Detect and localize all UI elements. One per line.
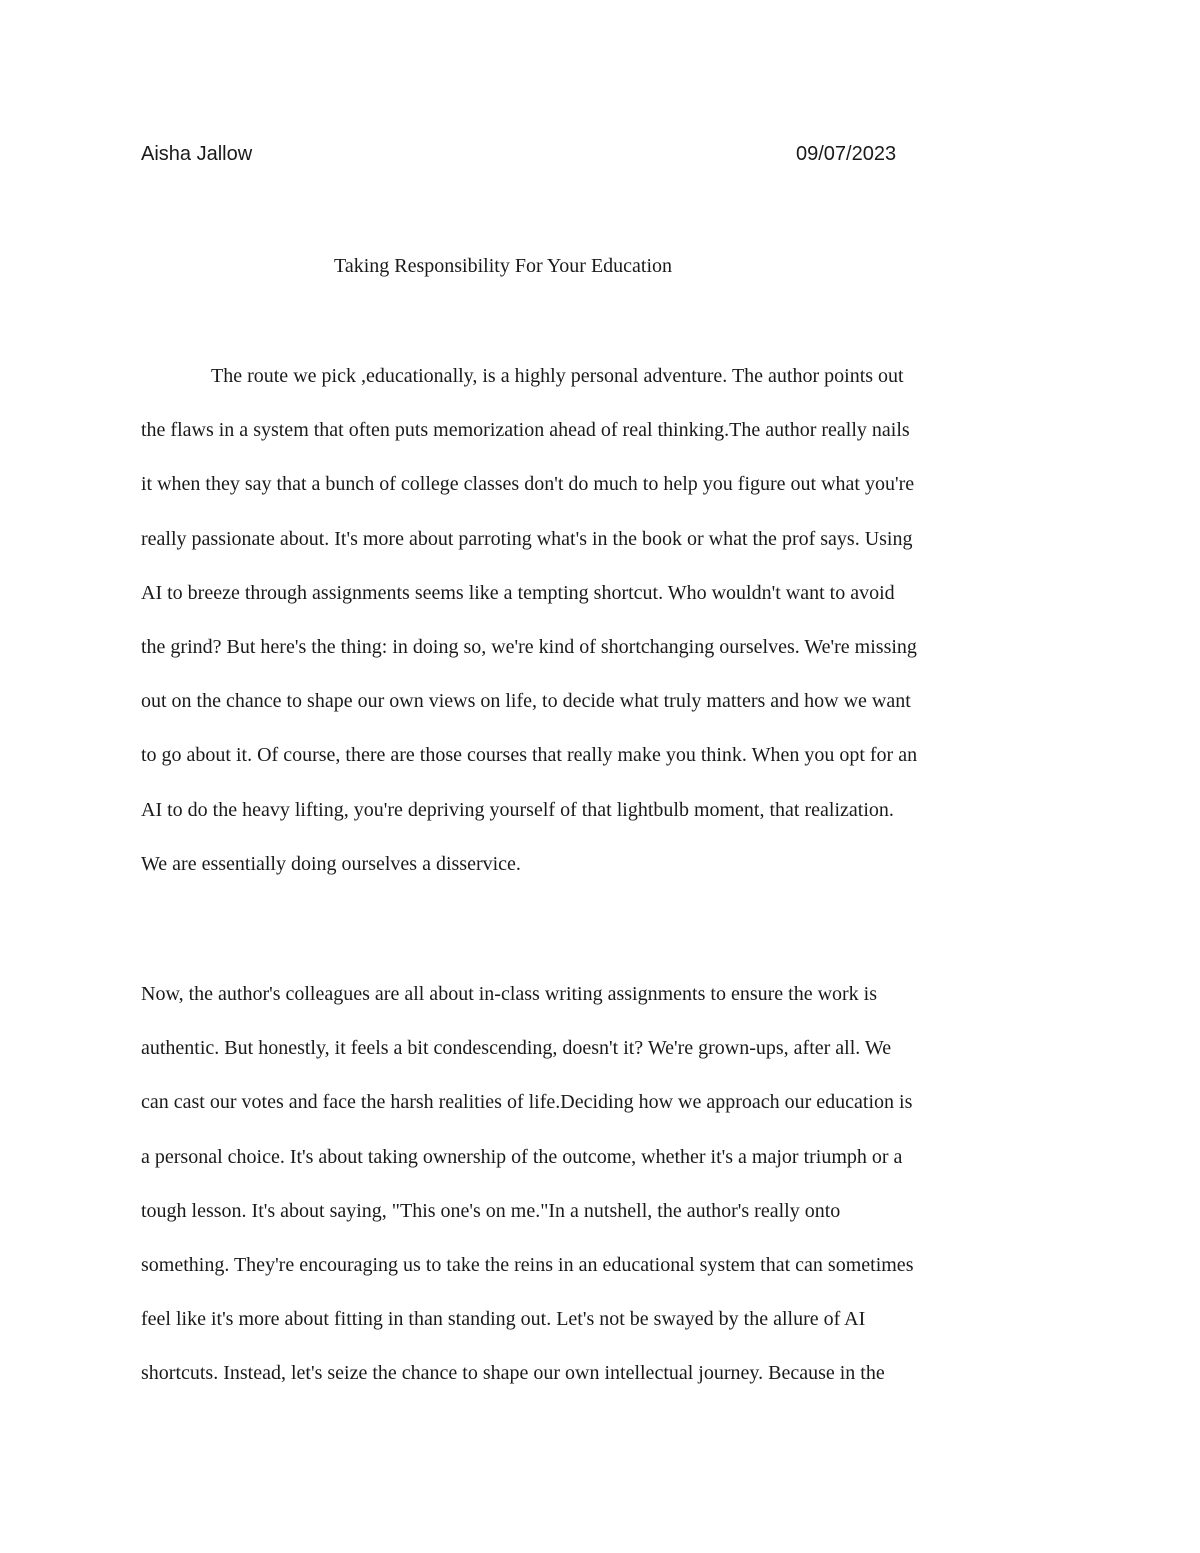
paragraph-line: We are essentially doing ourselves a disservice. <box>141 852 521 875</box>
paragraph-line: it when they say that a bunch of college classes don't do much to help you figure out what you're <box>141 473 915 496</box>
paragraph-line: out on the chance to shape our own views on life, to decide what truly matters and how we want <box>141 690 911 713</box>
paragraph-line: a personal choice. It's about taking ownership of the outcome, whether it's a major triumph or a <box>141 1145 903 1168</box>
paragraph-line: tough lesson. It's about saying, "This one's on me."In a nutshell, the author's really onto <box>141 1199 841 1222</box>
paragraph-line: authentic. But honestly, it feels a bit condescending, doesn't it? We're grown-ups, after all. We <box>141 1037 892 1060</box>
paragraph-line: can cast our votes and face the harsh realities of life.Deciding how we approach our education is <box>141 1091 913 1114</box>
paragraph-2 <box>141 967 1061 1401</box>
paragraph-line: something. They're encouraging us to take the reins in an educational system that can sometimes <box>141 1253 914 1276</box>
author-name: Aisha Jallow <box>141 143 253 165</box>
paragraph-line: feel like it's more about fitting in than standing out. Let's not be swayed by the allure of AI <box>141 1308 866 1331</box>
paragraph-line: really passionate about. It's more about parroting what's in the book or what the prof says. Using <box>141 527 913 550</box>
paragraph-line: The route we pick ,educationally, is a highly personal adventure. The author points out <box>211 365 904 387</box>
paragraph-line: the grind? But here's the thing: in doing so, we're kind of shortchanging ourselves. We're missing <box>141 635 917 658</box>
paragraph-line: AI to breeze through assignments seems like a tempting shortcut. Who wouldn't want to avoid <box>141 581 895 604</box>
paragraph-line: shortcuts. Instead, let's seize the chance to shape our own intellectual journey. Because in the <box>141 1362 885 1385</box>
paragraph-line: Now, the author's colleagues are all about in-class writing assignments to ensure the work is <box>141 983 878 1005</box>
paragraph-1 <box>141 349 1061 891</box>
paragraph-line: the flaws in a system that often puts memorization ahead of real thinking.The author really nails <box>141 419 910 442</box>
document-date: 09/07/2023 <box>796 143 897 165</box>
paragraph-line: to go about it. Of course, there are those courses that really make you think. When you opt for an <box>141 744 918 767</box>
essay-title: Taking Responsibility For Your Education <box>334 255 673 277</box>
paragraph-line: AI to do the heavy lifting, you're depriving yourself of that lightbulb moment, that realization. <box>141 798 894 821</box>
